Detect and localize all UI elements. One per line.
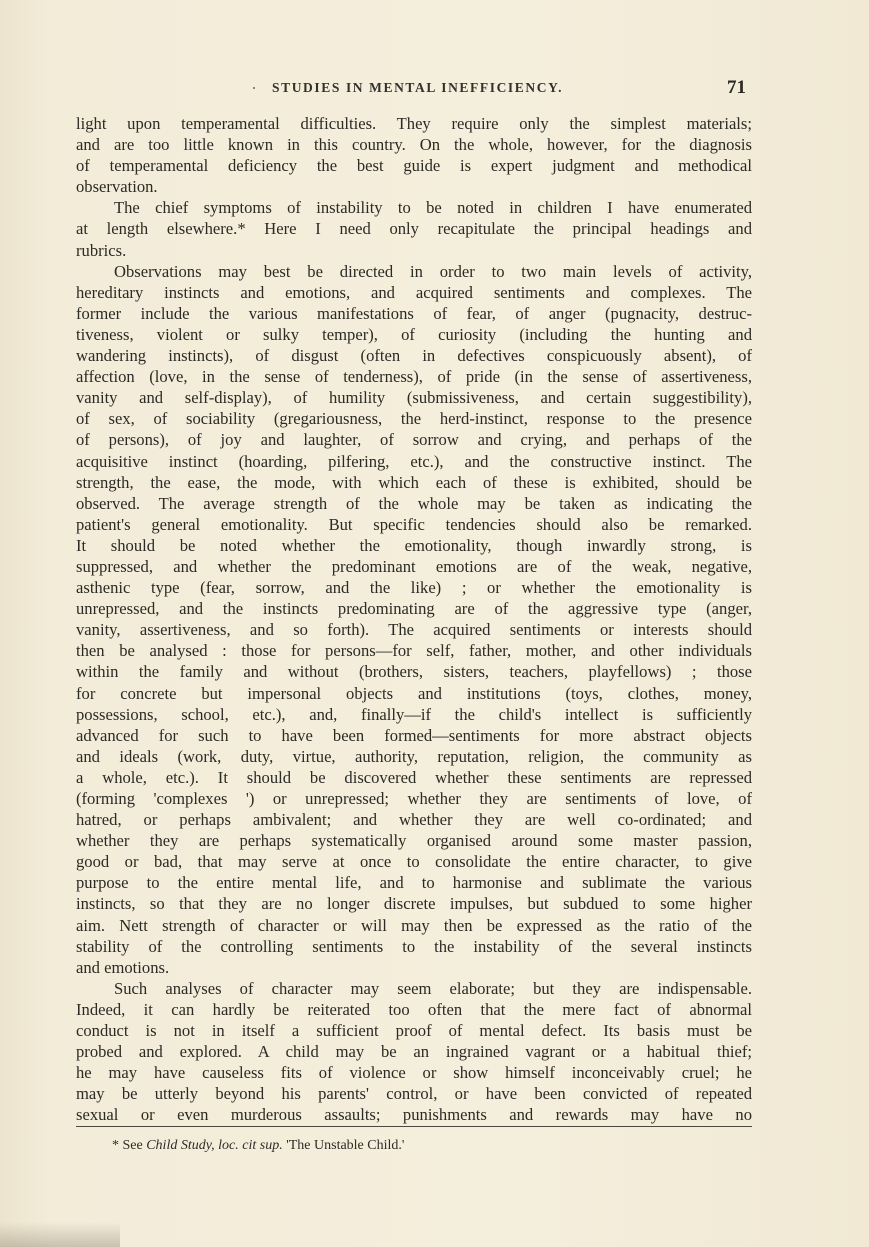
text-line: unrepressed, and the instincts predominating are of the aggressive type (anger, xyxy=(76,599,752,619)
text-line: tiveness, violent or sulky temper), of curiosity (including the hunting and xyxy=(76,324,752,344)
text-line: good or bad, that may serve at once to consolidate the entire character, to give xyxy=(76,852,752,872)
text-line: may be utterly beyond his parents' control, or have been convicted of repeated xyxy=(76,1084,752,1104)
text-line: he may have causeless fits of violence or show himself inconceivably cruel; he xyxy=(76,1063,752,1083)
text-line: hereditary instincts and emotions, and acquired sentiments and complexes. The xyxy=(76,282,752,302)
running-head: STUDIES IN MENTAL INEFFICIENCY. xyxy=(272,80,564,95)
text-line: instincts, so that they are no longer discrete impulses, but subdued to some higher xyxy=(76,894,752,914)
text-line: observation. xyxy=(76,177,158,197)
text-line: then be analysed : those for persons—for self, father, mother, and other individuals xyxy=(76,641,752,661)
text-line: observed. The average strength of the whole may be taken as indicating the xyxy=(76,493,752,513)
footnote-rule xyxy=(76,1126,752,1127)
footnote-citation: Child Study, loc. cit sup. xyxy=(146,1138,283,1153)
text-line: of sex, of sociability (gregariousness, the herd-instinct, response to the presence xyxy=(76,409,752,429)
text-line: hatred, or perhaps ambivalent; and whether they are well co-ordinated; and xyxy=(76,810,752,830)
text-line: (forming 'complexes ') or unrepressed; whether they are sentiments of love, of xyxy=(76,789,752,808)
text-line: at length elsewhere.* Here I need only recapitulate the principal headings and xyxy=(76,219,752,239)
paragraph-3 xyxy=(76,261,752,978)
text-line: suppressed, and whether the predominant emotions are of the weak, negative, xyxy=(76,556,752,576)
text-line: stability of the controlling sentiments to the instability of the several instincts xyxy=(76,936,752,956)
text-line: asthenic type (fear, sorrow, and the like) ; or whether the emotionality is xyxy=(76,578,752,598)
text-line: light upon temperamental difficulties. They require only the simplest materials; xyxy=(76,114,752,133)
paragraph-2 xyxy=(76,197,752,260)
body-text xyxy=(76,113,752,1126)
page-header xyxy=(0,78,869,102)
text-line: vanity and self-display), of humility (submissiveness, and certain suggestibility), xyxy=(76,388,752,408)
text-line: Observations may best be directed in order to two main levels of activity, xyxy=(114,261,752,281)
text-line: of persons), of joy and laughter, of sorrow and crying, and perhaps of the xyxy=(76,430,752,450)
text-line: conduct is not in itself a sufficient proof of mental defect. Its basis must be xyxy=(76,1021,752,1041)
footnote-marker: * xyxy=(112,1138,119,1153)
text-line: wandering instincts), of disgust (often in defectives conspicuously absent), of xyxy=(76,346,752,366)
text-line: strength, the ease, the mode, with which each of these is exhibited, should be xyxy=(76,472,752,492)
footnote-prefix: See xyxy=(122,1138,143,1153)
text-line: Such analyses of character may seem elaborate; but they are indispensable. xyxy=(114,978,752,998)
text-line: patient's general emotionality. But specific tendencies should also be remarked. xyxy=(76,514,752,534)
text-line: acquisitive instinct (hoarding, pilfering, etc.), and the constructive instinct. The xyxy=(76,451,752,471)
text-line: whether they are perhaps systematically organised around some master passion, xyxy=(76,831,752,851)
text-line: rubrics. xyxy=(76,240,127,260)
text-line: aim. Nett strength of character or will may then be expressed as the ratio of the xyxy=(76,915,752,935)
footnote-title: 'The Unstable Child.' xyxy=(286,1138,405,1153)
text-line: and are too little known in this country. On the whole, however, for the diagnosis xyxy=(76,135,752,155)
footnote xyxy=(112,1138,404,1154)
text-line: and ideals (work, duty, virtue, authority, reputation, religion, the community as xyxy=(76,746,752,766)
text-line: affection (love, in the sense of tenderness), of pride (in the sense of assertiveness, xyxy=(76,367,752,387)
text-line: vanity, assertiveness, and so forth). The acquired sentiments or interests should xyxy=(76,620,752,640)
text-line: Indeed, it can hardly be reiterated too often that the mere fact of abnormal xyxy=(76,999,752,1019)
text-line: of temperamental deficiency the best guide is expert judgment and methodical xyxy=(76,156,752,176)
text-line: advanced for such to have been formed—sentiments for more abstract objects xyxy=(76,725,752,745)
text-line: for concrete but impersonal objects and institutions (toys, clothes, money, xyxy=(76,683,752,703)
text-line: within the family and without (brothers, sisters, teachers, playfellows) ; those xyxy=(76,662,752,682)
text-line: purpose to the entire mental life, and to harmonise and sublimate the various xyxy=(76,873,752,893)
page-number: 71 xyxy=(727,77,746,98)
paragraph-1 xyxy=(76,113,752,197)
text-line: a whole, etc.). It should be discovered whether these sentiments are repressed xyxy=(76,767,752,787)
text-line: former include the various manifestations of fear, of anger (pugnacity, destruc- xyxy=(76,303,752,323)
paragraph-4 xyxy=(76,978,752,1126)
text-line: and emotions. xyxy=(76,957,170,977)
text-line: probed and explored. A child may be an ingrained vagrant or a habitual thief; xyxy=(76,1042,752,1062)
text-line: possessions, school, etc.), and, finally—if the child's intellect is sufficiently xyxy=(76,704,752,724)
text-line: The chief symptoms of instability to be noted in children I have enumerated xyxy=(114,198,752,218)
text-line: sexual or even murderous assaults; punishments and rewards may have no xyxy=(76,1105,752,1125)
page-edge-shadow xyxy=(0,1222,120,1247)
text-line: It should be noted whether the emotionality, though inwardly strong, is xyxy=(76,535,752,555)
header-dot xyxy=(253,87,255,89)
